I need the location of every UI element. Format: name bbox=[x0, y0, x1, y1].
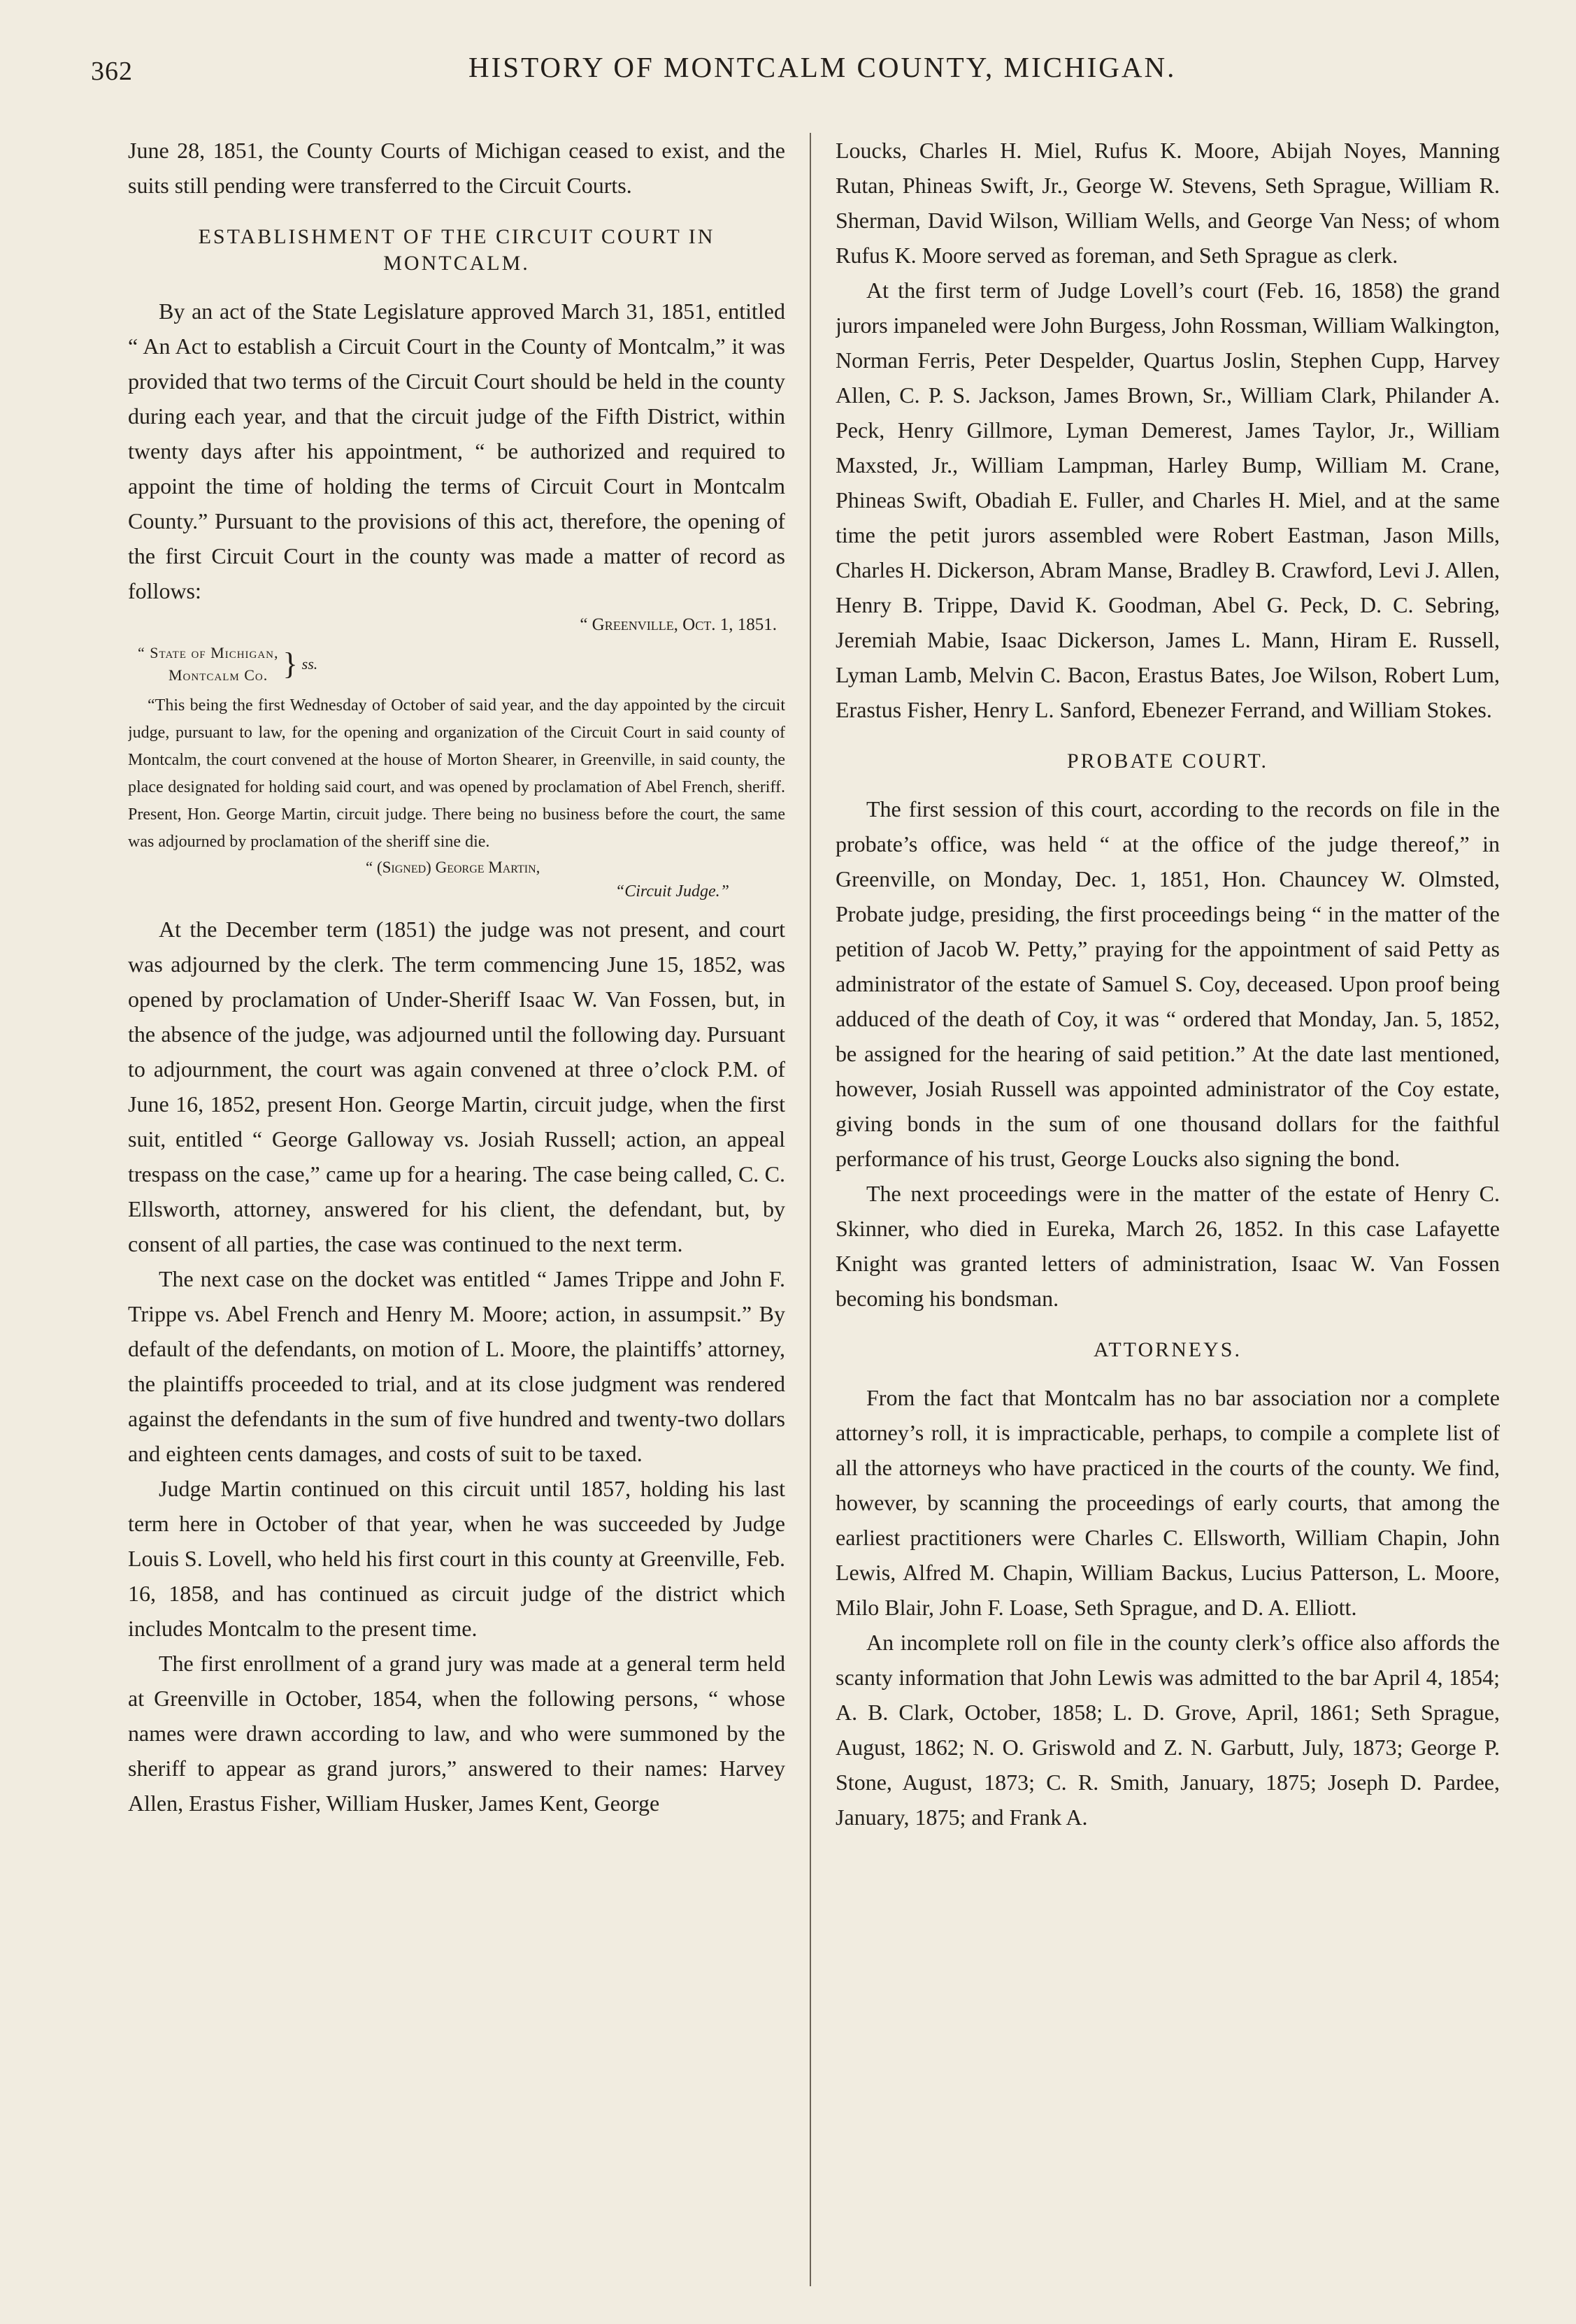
record-quote: “This being the first Wednesday of October of said year, and the day appointed by the circuit judge, pursuant to law, for the opening and organization of the Circuit Court in said county of Montcalm, the court convened at the house of Morton Shearer, in Greenville, in said county, the place designated for holding said court, and was opened by proclamation of Abel French, sheriff. Present, Hon. George Martin, circuit judge. There being no business before the court, the same was adjourned by proclamation of the sheriff sine die. bbox=[128, 696, 785, 851]
right-column bbox=[836, 133, 1500, 2293]
venue-state: “ State of Michigan, bbox=[138, 644, 279, 661]
page-header bbox=[91, 50, 1503, 92]
paragraph-probate-next: The next proceedings were in the matter of the estate of Henry C. Skinner, who died in Eureka, March 26, 1852. In this case Lafayette Knight was granted letters of administration, Isaac W. Van Fossen becoming his bondsman. bbox=[836, 1181, 1500, 1311]
paragraph-jurors-continued: Loucks, Charles H. Miel, Rufus K. Moore, Abijah Noyes, Manning Rutan, Phineas Swift, Jr., George W. Stevens, Seth Sprague, William R. Sherman, David Wilson, William Wells, and George Van Ness; of whom Rufus K. Moore served as foreman, and Seth Sprague as clerk. bbox=[836, 138, 1500, 268]
heading-circuit-court: ESTABLISHMENT OF THE CIRCUIT COURT IN MONTCALM. bbox=[198, 225, 715, 275]
paragraph-december-term: At the December term (1851) the judge was not present, and court was adjourned by the clerk. The term commencing June 15, 1852, was opened by proclamation of Under-Sheriff Isaac W. Van Fossen, but, in the absence of the judge, was adjourned until the following day. Pursuant to adjournment, the court was again convened at three o’clock P.M. of June 16, 1852, present Hon. George Martin, circuit judge, when the first suit, entitled “ George Galloway vs. Josiah Russell; action, an appeal trespass on the case,” came up for a hearing. The case being called, C. C. Ellsworth, attorney, answered for his client, the defendant, but, by consent of all parties, the case was continued to the next term. bbox=[128, 917, 785, 1256]
venue-county: Montcalm Co. bbox=[169, 666, 268, 684]
record-signed: “ (Signed) George Martin, bbox=[366, 859, 540, 876]
heading-attorneys: ATTORNEYS. bbox=[1094, 1338, 1242, 1361]
heading-probate-court: PROBATE COURT. bbox=[1066, 749, 1268, 773]
record-dateline: “ Greenville, Oct. 1, 1851. bbox=[580, 615, 777, 634]
paragraph-intro: June 28, 1851, the County Courts of Michigan ceased to exist, and the suits still pending were transferred to the Circuit Courts. bbox=[128, 138, 785, 198]
paragraph-judge-martin: Judge Martin continued on this circuit until 1857, holding his last term here in October of that year, when he was succeeded by Judge Louis S. Lovell, who held his first court in this county at Greenville, Feb. 16, 1858, and has continued as circuit judge of the district which includes Montcalm to the present time. bbox=[128, 1476, 785, 1641]
left-column bbox=[128, 133, 785, 2293]
page-number: 362 bbox=[91, 57, 133, 86]
record-venue bbox=[128, 642, 785, 687]
paragraph-next-case: The next case on the docket was entitled “ James Trippe and John F. Trippe vs. Abel French and Henry M. Moore; action, in assumpsit.” By default of the defendants, on motion of L. Moore, the plaintiffs’ attorney, the plaintiffs proceeded to trial, and at its close judgment was rendered against the defendants in the sum of five hundred and twenty-two dollars and eighteen cents damages, and costs of suit to be taxed. bbox=[128, 1266, 785, 1466]
venue-lines bbox=[128, 642, 279, 687]
brace-glyph: } bbox=[282, 647, 298, 681]
paragraph-probate-first: The first session of this court, according to the records on file in the probate’s office, was held “ at the office of the judge thereof,” in Greenville, on Monday, Dec. 1, 1851, Hon. Chauncey W. Olmsted, Probate judge, presiding, the first proceedings being “ in the matter of the petition of Jacob W. Petty,” praying for the appointment of said Petty as administrator of the estate of Samuel S. Coy, deceased. Upon proof being adduced of the death of Coy, it was “ ordered that Monday, Jan. 5, 1852, be assigned for the hearing of said petition.” At the date last mentioned, however, Josiah Russell was appointed administrator of the Coy estate, giving bonds in the sum of one thousand dollars for the faithful performance of his trust, George Loucks also signing the bond. bbox=[836, 796, 1500, 1171]
running-title: HISTORY OF MONTCALM COUNTY, MICHIGAN. bbox=[468, 51, 1177, 83]
venue-ss: ss. bbox=[301, 655, 318, 673]
paragraph-grand-jury: The first enrollment of a grand jury was made at a general term held at Greenville in October, 1854, when the following persons, “ whose names were drawn according to law, and who were summoned by the sheriff to appear as grand jurors,” answered to their names: Harvey Allen, Erastus Fisher, William Husker, James Kent, George bbox=[128, 1651, 785, 1816]
paragraph-attorneys: From the fact that Montcalm has no bar association nor a complete attorney’s roll, it is impracticable, perhaps, to compile a complete list of all the attorneys who have practiced in the courts of the county. We find, however, by scanning the proceedings of early courts, that among the earliest practitioners were Charles C. Ellsworth, William Chapin, John Lewis, Alfred M. Chapin, William Backus, Lucius Patterson, L. Moore, Milo Blair, John F. Loase, Seth Sprague, and D. A. Elliott. bbox=[836, 1385, 1500, 1620]
record-signer-title: “Circuit Judge.” bbox=[615, 882, 729, 901]
paragraph-lovell-term: At the first term of Judge Lovell’s court (Feb. 16, 1858) the grand jurors impaneled were John Burgess, John Rossman, William Walkington, Norman Ferris, Peter Despelder, Quartus Joslin, Stephen Cupp, Harvey Allen, C. P. S. Jackson, James Brown, Sr., William Clark, Philander A. Peck, Henry Gillmore, Lyman Demerest, James Taylor, Jr., William Maxsted, Jr., William Lampman, Harley Bump, William M. Crane, Phineas Swift, Obadiah E. Fuller, and Charles H. Miel, and at the same time the petit jurors assembled were Robert Eastman, Jason Mills, Charles H. Dickerson, Abram Manse, Bradley B. Crawford, Levi J. Allen, Henry B. Trippe, David K. Goodman, Abel G. Peck, D. C. Sebring, Jeremiah Mabie, Isaac Dickerson, James L. Mann, Hiram E. Russell, Lyman Lamb, Melvin C. Bacon, Erastus Bates, Joe Wilson, Robert Lum, Erastus Fisher, Henry L. Sanford, Ebenezer Ferrand, and William Stokes. bbox=[836, 278, 1500, 722]
paragraph-act: By an act of the State Legislature approved March 31, 1851, entitled “ An Act to establish a Circuit Court in the County of Montcalm,” it was provided that two terms of the Circuit Court should be held in the county during each year, and that the circuit judge of the Fifth District, within twenty days after his appointment, “ be authorized and required to appoint the time of holding the terms of Circuit Court in Montcalm County.” Pursuant to the provisions of this act, therefore, the opening of the first Circuit Court in the county was made a matter of record as follows: bbox=[128, 299, 785, 603]
column-rule bbox=[810, 133, 811, 2286]
paragraph-roll: An incomplete roll on file in the county clerk’s office also affords the scanty information that John Lewis was admitted to the bar April 4, 1854; A. B. Clark, October, 1858; L. D. Grove, April, 1861; Seth Sprague, August, 1862; N. O. Griswold and Z. N. Garbutt, July, 1873; George P. Stone, August, 1873; C. R. Smith, January, 1875; Joseph D. Pardee, January, 1875; and Frank A. bbox=[836, 1630, 1500, 1830]
